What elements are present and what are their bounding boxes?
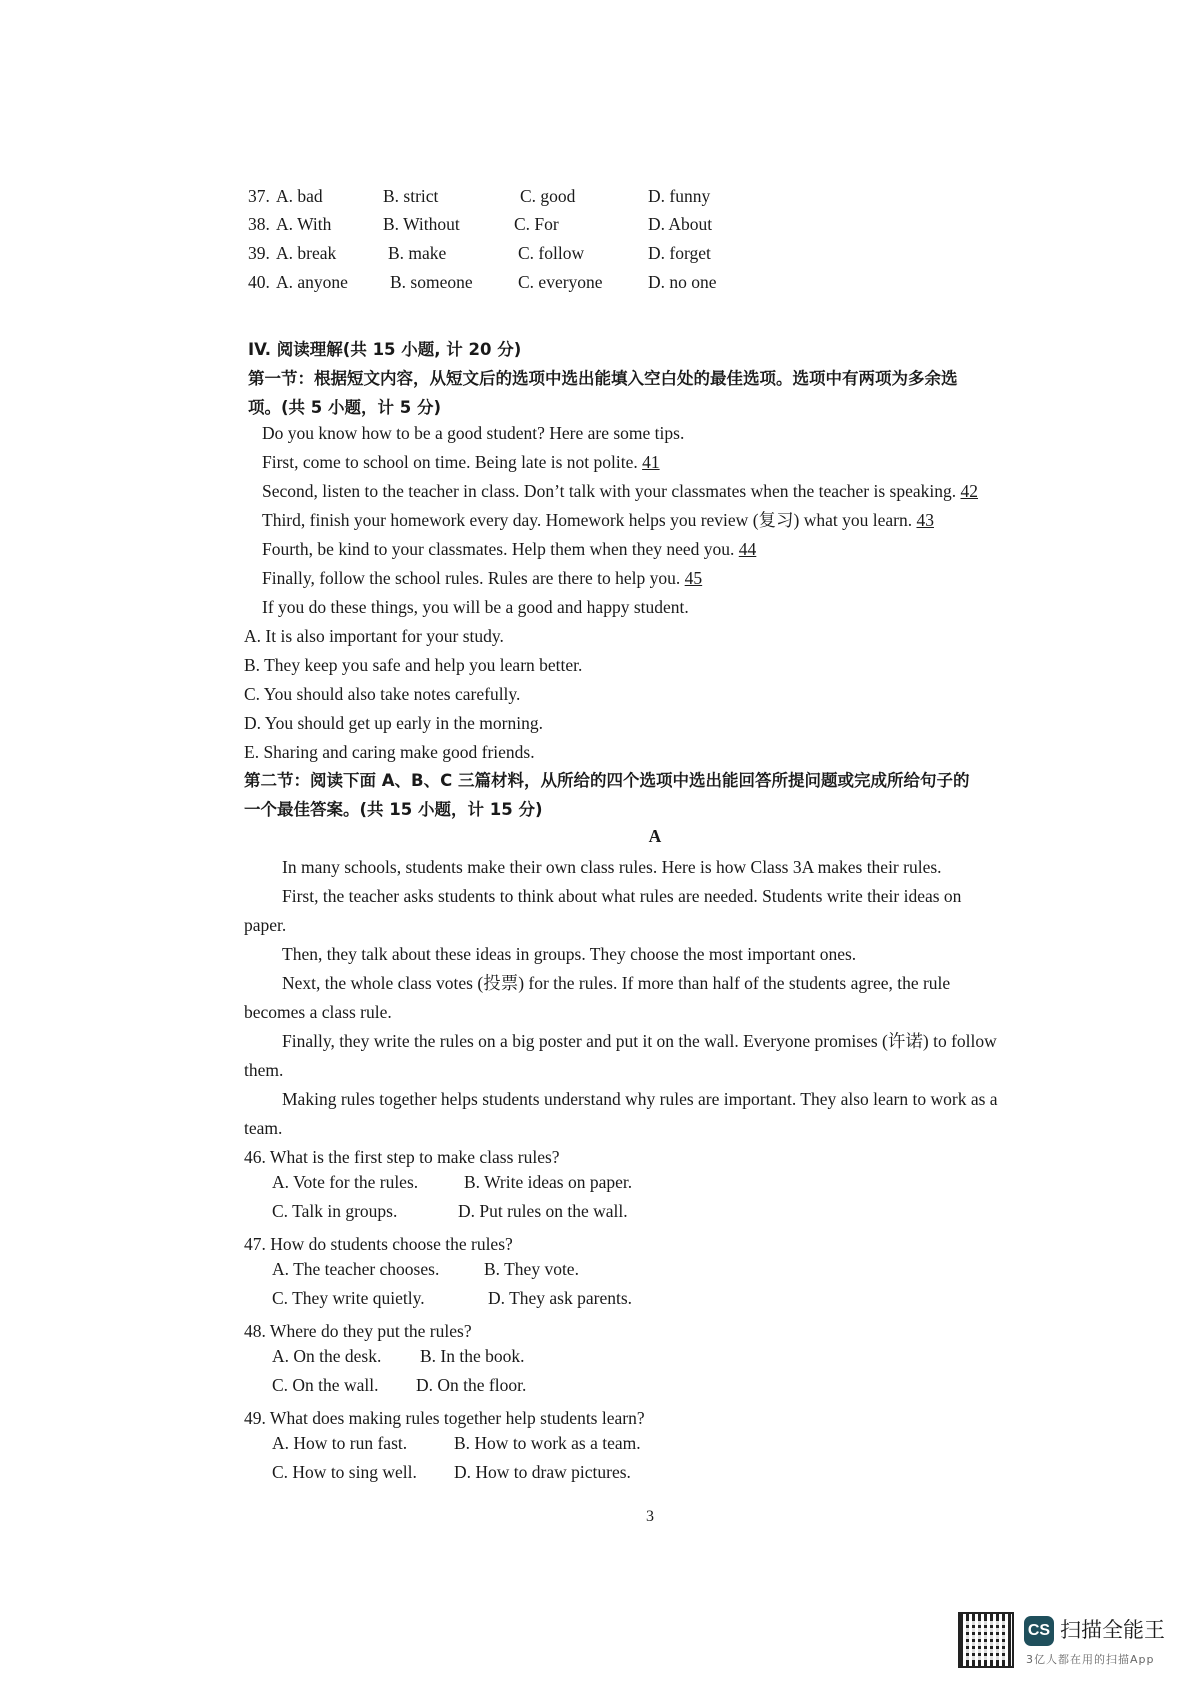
option-d: D. About (648, 214, 713, 234)
question-48-options-2 (272, 1375, 772, 1403)
page-number: 3 (646, 1508, 654, 1525)
question-49: 49. What does making rules together help students learn? (244, 1408, 645, 1428)
option-d: D. forget (648, 243, 711, 263)
option-d: D. They ask parents. (488, 1288, 633, 1308)
option-c: C. How to sing well. (272, 1462, 417, 1482)
option-d: D. How to draw pictures. (454, 1462, 631, 1482)
option-b: B. In the book. (420, 1346, 525, 1366)
option-a: A. anyone (276, 272, 348, 292)
option-c: C. On the wall. (272, 1375, 379, 1395)
question-46-options-2 (272, 1201, 772, 1229)
option-row-39 (248, 243, 768, 271)
choice-e: E. Sharing and caring make good friends. (244, 742, 535, 762)
blank-41: 41 (642, 452, 660, 472)
question-49-options (272, 1433, 772, 1461)
option-b: B. make (388, 243, 447, 263)
passage-line: Second, listen to the teacher in class. Don’t talk with your classmates when the teacher is speaking. 42 (262, 481, 979, 501)
passage-line: If you do these things, you will be a good and happy student. (262, 597, 689, 617)
passage-line: Fourth, be kind to your classmates. Help them when they need you. 44 (262, 539, 757, 559)
option-b: B. someone (390, 272, 473, 292)
option-c: C. everyone (518, 272, 603, 292)
question-number: 40. (248, 272, 270, 292)
option-d: D. funny (648, 186, 711, 206)
choice-a: A. It is also important for your study. (244, 626, 504, 646)
cs-logo-icon: CS (1024, 1616, 1054, 1646)
option-row-40 (248, 272, 768, 300)
passage-a-line: Then, they talk about these ideas in groups. They choose the most important ones. (282, 944, 857, 964)
app-name: 扫描全能王 (1060, 1618, 1165, 1642)
question-number: 38. (248, 214, 270, 234)
option-c: C. They write quietly. (272, 1288, 425, 1308)
passage-a-line: In many schools, students make their own class rules. Here is how Class 3A makes their rules. (282, 857, 942, 877)
qr-code-icon (958, 1612, 1014, 1668)
passage-a-line: Next, the whole class votes (投票) for the rules. If more than half of the students agree, the rule (282, 973, 951, 993)
app-tagline: 3亿人都在用的扫描App (1026, 1653, 1155, 1666)
blank-44: 44 (738, 539, 757, 559)
part2-instruction-line1: 第二节：阅读下面 A、B、C 三篇材料，从所给的四个选项中选出能回答所提问题或完成所给句子的 (244, 771, 970, 790)
choice-d: D. You should get up early in the morning. (244, 713, 543, 733)
question-49-options-2 (272, 1462, 772, 1490)
option-a: A. With (276, 214, 332, 234)
passage-a-line: Finally, they write the rules on a big poster and put it on the wall. Everyone promises (许诺) to follow (282, 1031, 997, 1051)
option-b: B. strict (383, 186, 439, 206)
passage-line: Finally, follow the school rules. Rules are there to help you. 45 (262, 568, 703, 588)
blank-42: 42 (960, 481, 979, 501)
question-47: 47. How do students choose the rules? (244, 1234, 513, 1254)
passage-a-line: team. (244, 1118, 283, 1138)
part1-instruction-line1: 第一节：根据短文内容，从短文后的选项中选出能填入空白处的最佳选项。选项中有两项为多余选 (248, 369, 958, 388)
option-d: D. no one (648, 272, 717, 292)
blank-45: 45 (684, 568, 703, 588)
option-a: A. bad (276, 186, 323, 206)
section-title: IV. 阅读理解(共 15 小题, 计 20 分) (248, 340, 522, 359)
option-b: B. How to work as a team. (454, 1433, 641, 1453)
option-row-38 (248, 214, 768, 242)
passage-a-line: them. (244, 1060, 284, 1080)
option-c: C. good (520, 186, 576, 206)
question-46: 46. What is the first step to make class rules? (244, 1147, 560, 1167)
passage-a-line: Making rules together helps students understand why rules are important. They also learn to work as a (282, 1089, 998, 1109)
option-c: C. Talk in groups. (272, 1201, 398, 1221)
option-a: A. How to run fast. (272, 1433, 408, 1453)
blank-43: 43 (916, 510, 934, 530)
question-number: 39. (248, 243, 270, 263)
option-d: D. On the floor. (416, 1375, 527, 1395)
question-48-options (272, 1346, 772, 1374)
option-b: B. Write ideas on paper. (464, 1172, 633, 1192)
passage-a-line: First, the teacher asks students to think about what rules are needed. Students write their ideas on (282, 886, 962, 906)
choice-c: C. You should also take notes carefully. (244, 684, 521, 704)
option-b: B. They vote. (484, 1259, 579, 1279)
part2-instruction-line2: 一个最佳答案。(共 15 小题，计 15 分) (244, 800, 543, 819)
option-a: A. break (276, 243, 337, 263)
option-a: A. On the desk. (272, 1346, 382, 1366)
passage-a-line: paper. (244, 915, 287, 935)
option-b: B. Without (383, 214, 460, 234)
passage-line: Third, finish your homework every day. Homework helps you review (复习) what you learn. 43 (262, 510, 934, 530)
option-a: A. Vote for the rules. (272, 1172, 419, 1192)
option-d: D. Put rules on the wall. (458, 1201, 628, 1221)
option-a: A. The teacher chooses. (272, 1259, 440, 1279)
choice-b: B. They keep you safe and help you learn better. (244, 655, 583, 675)
part1-instruction-line2: 项。(共 5 小题，计 5 分) (248, 398, 442, 417)
question-47-options-2 (272, 1288, 772, 1316)
passage-line: Do you know how to be a good student? Here are some tips. (262, 423, 685, 443)
passage-line: First, come to school on time. Being late is not polite. 41 (262, 452, 660, 472)
option-c: C. follow (518, 243, 585, 263)
question-47-options (272, 1259, 772, 1287)
option-row-37 (248, 186, 768, 214)
passage-a-line: becomes a class rule. (244, 1002, 392, 1022)
question-46-options (272, 1172, 772, 1200)
option-c: C. For (514, 214, 559, 234)
question-48: 48. Where do they put the rules? (244, 1321, 472, 1341)
question-number: 37. (248, 186, 270, 206)
passage-a-title: A (648, 826, 662, 846)
